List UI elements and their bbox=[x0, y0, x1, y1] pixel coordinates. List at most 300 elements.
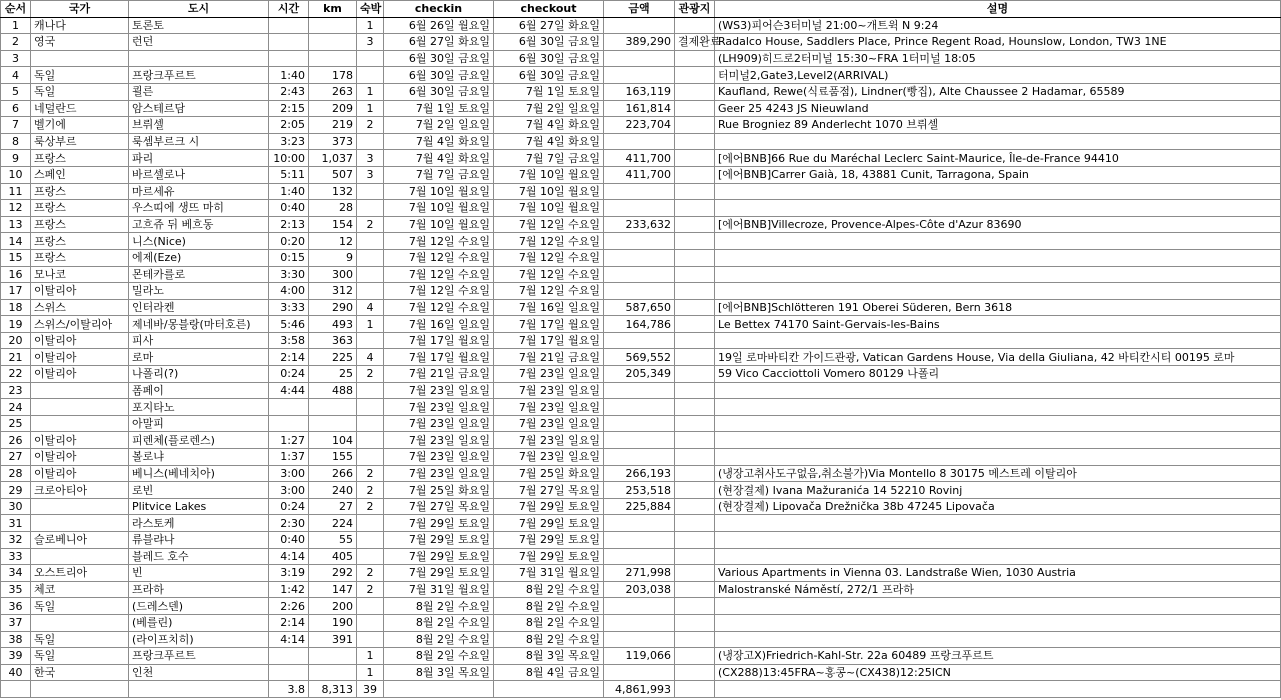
cell-nights[interactable] bbox=[357, 515, 384, 532]
cell-country[interactable]: 이탈리아 bbox=[31, 449, 129, 466]
cell-city[interactable]: 베니스(베네치아) bbox=[129, 465, 269, 482]
cell-city[interactable]: 빈 bbox=[129, 565, 269, 582]
cell-country[interactable]: 프랑스 bbox=[31, 249, 129, 266]
cell-checkin[interactable]: 7월 16일 일요일 bbox=[384, 316, 494, 333]
cell-time[interactable]: 2:14 bbox=[269, 614, 309, 631]
cell-country[interactable] bbox=[31, 399, 129, 416]
cell-attraction[interactable] bbox=[675, 50, 715, 67]
cell-city[interactable]: 프라하 bbox=[129, 581, 269, 598]
cell-attraction[interactable] bbox=[675, 299, 715, 316]
cell-city[interactable]: 마르세유 bbox=[129, 183, 269, 200]
cell-km[interactable]: 373 bbox=[309, 133, 357, 150]
cell-country[interactable]: 프랑스 bbox=[31, 150, 129, 167]
cell-time[interactable]: 2:30 bbox=[269, 515, 309, 532]
cell-nights[interactable] bbox=[357, 133, 384, 150]
cell-km[interactable]: 27 bbox=[309, 498, 357, 515]
cell-order[interactable]: 20 bbox=[1, 332, 31, 349]
cell-checkout[interactable]: 7월 12일 수요일 bbox=[494, 233, 604, 250]
cell-nights[interactable]: 1 bbox=[357, 83, 384, 100]
cell-city[interactable]: 볼로냐 bbox=[129, 449, 269, 466]
cell-amount[interactable] bbox=[604, 133, 675, 150]
cell-country[interactable] bbox=[31, 515, 129, 532]
cell-amount[interactable] bbox=[604, 17, 675, 34]
cell-checkin[interactable]: 7월 27일 목요일 bbox=[384, 498, 494, 515]
cell-time[interactable]: 1:27 bbox=[269, 432, 309, 449]
cell-checkin[interactable]: 7월 23일 일요일 bbox=[384, 449, 494, 466]
cell-checkout[interactable]: 7월 7일 금요일 bbox=[494, 150, 604, 167]
cell-description[interactable] bbox=[715, 399, 1281, 416]
cell-description[interactable] bbox=[715, 598, 1281, 615]
cell-time[interactable]: 2:05 bbox=[269, 117, 309, 134]
cell-city[interactable]: 블레드 호수 bbox=[129, 548, 269, 565]
cell-nights[interactable]: 3 bbox=[357, 150, 384, 167]
cell-checkin[interactable]: 6월 27일 화요일 bbox=[384, 34, 494, 51]
cell-time[interactable]: 1:37 bbox=[269, 449, 309, 466]
cell-order[interactable]: 26 bbox=[1, 432, 31, 449]
cell-amount[interactable]: 163,119 bbox=[604, 83, 675, 100]
cell-km[interactable]: 225 bbox=[309, 349, 357, 366]
cell-attraction[interactable] bbox=[675, 283, 715, 300]
cell-city[interactable]: 파리 bbox=[129, 150, 269, 167]
cell-description[interactable]: (CX288)13:45FRA~홍콩~(CX438)12:25ICN bbox=[715, 664, 1281, 681]
column-header-description[interactable]: 설명 bbox=[715, 1, 1281, 18]
cell-city[interactable]: 포지타노 bbox=[129, 399, 269, 416]
cell-amount[interactable]: 411,700 bbox=[604, 150, 675, 167]
cell-time[interactable]: 0:40 bbox=[269, 532, 309, 549]
cell-checkout[interactable]: 6월 30일 금요일 bbox=[494, 67, 604, 84]
cell-city[interactable]: (라이프치히) bbox=[129, 631, 269, 648]
cell-order[interactable]: 35 bbox=[1, 581, 31, 598]
cell-nights[interactable]: 1 bbox=[357, 316, 384, 333]
total-cell-city[interactable] bbox=[129, 681, 269, 698]
cell-attraction[interactable] bbox=[675, 565, 715, 582]
cell-country[interactable]: 독일 bbox=[31, 648, 129, 665]
cell-checkin[interactable]: 7월 23일 일요일 bbox=[384, 399, 494, 416]
cell-order[interactable]: 8 bbox=[1, 133, 31, 150]
cell-nights[interactable] bbox=[357, 233, 384, 250]
cell-description[interactable]: [에어BNB]Schlötteren 191 Oberei Süderen, Bern 3618 bbox=[715, 299, 1281, 316]
cell-description[interactable] bbox=[715, 382, 1281, 399]
cell-checkout[interactable]: 7월 23일 일요일 bbox=[494, 366, 604, 383]
cell-attraction[interactable] bbox=[675, 598, 715, 615]
cell-city[interactable]: 쾰른 bbox=[129, 83, 269, 100]
cell-time[interactable]: 0:20 bbox=[269, 233, 309, 250]
cell-description[interactable] bbox=[715, 631, 1281, 648]
cell-city[interactable]: 몬테카를로 bbox=[129, 266, 269, 283]
cell-nights[interactable] bbox=[357, 532, 384, 549]
cell-order[interactable]: 37 bbox=[1, 614, 31, 631]
cell-order[interactable]: 25 bbox=[1, 415, 31, 432]
cell-amount[interactable]: 266,193 bbox=[604, 465, 675, 482]
cell-km[interactable]: 25 bbox=[309, 366, 357, 383]
cell-checkout[interactable]: 7월 23일 일요일 bbox=[494, 449, 604, 466]
cell-attraction[interactable] bbox=[675, 648, 715, 665]
cell-description[interactable]: 터미널2,Gate3,Level2(ARRIVAL) bbox=[715, 67, 1281, 84]
cell-checkout[interactable]: 7월 23일 일요일 bbox=[494, 399, 604, 416]
cell-checkin[interactable]: 7월 10일 월요일 bbox=[384, 200, 494, 217]
cell-nights[interactable] bbox=[357, 283, 384, 300]
cell-description[interactable]: (현장결제) Lipovača Drežnička 38b 47245 Lipovača bbox=[715, 498, 1281, 515]
cell-city[interactable]: 피사 bbox=[129, 332, 269, 349]
cell-country[interactable]: 크로아티아 bbox=[31, 482, 129, 499]
cell-description[interactable]: Various Apartments in Vienna 03. Landstraße Wien, 1030 Austria bbox=[715, 565, 1281, 582]
cell-checkout[interactable]: 7월 17일 월요일 bbox=[494, 332, 604, 349]
cell-nights[interactable] bbox=[357, 67, 384, 84]
cell-time[interactable]: 0:15 bbox=[269, 249, 309, 266]
cell-amount[interactable] bbox=[604, 266, 675, 283]
cell-checkin[interactable]: 7월 2일 일요일 bbox=[384, 117, 494, 134]
cell-checkin[interactable]: 7월 17일 월요일 bbox=[384, 332, 494, 349]
cell-attraction[interactable] bbox=[675, 465, 715, 482]
cell-description[interactable]: [에어BNB]Carrer Gaià, 18, 43881 Cunit, Tarragona, Spain bbox=[715, 166, 1281, 183]
cell-description[interactable]: (LH909)히드로2터미널 15:30~FRA 1터미널 18:05 bbox=[715, 50, 1281, 67]
cell-km[interactable]: 55 bbox=[309, 532, 357, 549]
cell-km[interactable]: 312 bbox=[309, 283, 357, 300]
cell-country[interactable]: 독일 bbox=[31, 67, 129, 84]
total-cell-checkout[interactable] bbox=[494, 681, 604, 698]
cell-checkin[interactable]: 6월 30일 금요일 bbox=[384, 83, 494, 100]
cell-km[interactable]: 405 bbox=[309, 548, 357, 565]
cell-description[interactable] bbox=[715, 449, 1281, 466]
cell-time[interactable]: 1:40 bbox=[269, 183, 309, 200]
cell-time[interactable]: 2:43 bbox=[269, 83, 309, 100]
cell-checkout[interactable]: 7월 12일 수요일 bbox=[494, 266, 604, 283]
cell-amount[interactable] bbox=[604, 664, 675, 681]
cell-checkout[interactable]: 6월 30일 금요일 bbox=[494, 34, 604, 51]
cell-city[interactable]: 브뤼셀 bbox=[129, 117, 269, 134]
cell-checkout[interactable]: 8월 2일 수요일 bbox=[494, 581, 604, 598]
cell-checkout[interactable]: 7월 10일 월요일 bbox=[494, 183, 604, 200]
cell-attraction[interactable] bbox=[675, 100, 715, 117]
cell-nights[interactable]: 1 bbox=[357, 664, 384, 681]
cell-city[interactable]: 나폴리(?) bbox=[129, 366, 269, 383]
cell-description[interactable] bbox=[715, 532, 1281, 549]
cell-order[interactable]: 38 bbox=[1, 631, 31, 648]
cell-nights[interactable]: 1 bbox=[357, 648, 384, 665]
cell-time[interactable]: 3:58 bbox=[269, 332, 309, 349]
cell-city[interactable]: 로빈 bbox=[129, 482, 269, 499]
cell-amount[interactable] bbox=[604, 415, 675, 432]
total-cell-km[interactable]: 8,313 bbox=[309, 681, 357, 698]
cell-nights[interactable]: 3 bbox=[357, 166, 384, 183]
cell-checkin[interactable]: 8월 2일 수요일 bbox=[384, 648, 494, 665]
cell-checkin[interactable]: 8월 2일 수요일 bbox=[384, 614, 494, 631]
cell-description[interactable]: [에어BNB]66 Rue du Maréchal Leclerc Saint-Maurice, Île-de-France 94410 bbox=[715, 150, 1281, 167]
cell-amount[interactable]: 569,552 bbox=[604, 349, 675, 366]
cell-description[interactable]: [에어BNB]Villecroze, Provence-Alpes-Côte d'Azur 83690 bbox=[715, 216, 1281, 233]
cell-time[interactable]: 5:46 bbox=[269, 316, 309, 333]
cell-description[interactable] bbox=[715, 249, 1281, 266]
cell-order[interactable]: 13 bbox=[1, 216, 31, 233]
cell-km[interactable] bbox=[309, 648, 357, 665]
cell-order[interactable]: 33 bbox=[1, 548, 31, 565]
cell-amount[interactable]: 389,290 bbox=[604, 34, 675, 51]
cell-order[interactable]: 31 bbox=[1, 515, 31, 532]
cell-km[interactable]: 391 bbox=[309, 631, 357, 648]
cell-nights[interactable] bbox=[357, 449, 384, 466]
cell-attraction[interactable] bbox=[675, 399, 715, 416]
cell-checkin[interactable]: 7월 10일 월요일 bbox=[384, 216, 494, 233]
cell-attraction[interactable] bbox=[675, 166, 715, 183]
total-cell-time[interactable]: 3.8 bbox=[269, 681, 309, 698]
cell-description[interactable] bbox=[715, 183, 1281, 200]
cell-checkout[interactable]: 7월 1일 토요일 bbox=[494, 83, 604, 100]
cell-country[interactable] bbox=[31, 50, 129, 67]
cell-country[interactable]: 슬로베니아 bbox=[31, 532, 129, 549]
cell-checkin[interactable]: 8월 2일 수요일 bbox=[384, 598, 494, 615]
cell-checkin[interactable]: 6월 30일 금요일 bbox=[384, 50, 494, 67]
cell-order[interactable]: 16 bbox=[1, 266, 31, 283]
cell-description[interactable] bbox=[715, 515, 1281, 532]
cell-nights[interactable] bbox=[357, 432, 384, 449]
cell-km[interactable]: 292 bbox=[309, 565, 357, 582]
cell-nights[interactable] bbox=[357, 614, 384, 631]
cell-order[interactable]: 39 bbox=[1, 648, 31, 665]
cell-checkin[interactable]: 7월 23일 일요일 bbox=[384, 415, 494, 432]
cell-nights[interactable] bbox=[357, 183, 384, 200]
cell-checkin[interactable]: 7월 1일 토요일 bbox=[384, 100, 494, 117]
cell-city[interactable]: 토론토 bbox=[129, 17, 269, 34]
cell-country[interactable]: 네덜란드 bbox=[31, 100, 129, 117]
cell-time[interactable] bbox=[269, 50, 309, 67]
cell-nights[interactable]: 2 bbox=[357, 482, 384, 499]
cell-city[interactable]: (드레스덴) bbox=[129, 598, 269, 615]
cell-attraction[interactable]: 결제완료 bbox=[675, 34, 715, 51]
cell-time[interactable]: 3:19 bbox=[269, 565, 309, 582]
cell-order[interactable]: 10 bbox=[1, 166, 31, 183]
cell-attraction[interactable] bbox=[675, 183, 715, 200]
cell-km[interactable] bbox=[309, 399, 357, 416]
cell-country[interactable]: 오스트리아 bbox=[31, 565, 129, 582]
cell-time[interactable]: 10:00 bbox=[269, 150, 309, 167]
cell-amount[interactable]: 225,884 bbox=[604, 498, 675, 515]
cell-time[interactable] bbox=[269, 399, 309, 416]
cell-country[interactable]: 이탈리아 bbox=[31, 332, 129, 349]
cell-checkin[interactable]: 8월 2일 수요일 bbox=[384, 631, 494, 648]
cell-nights[interactable] bbox=[357, 200, 384, 217]
cell-checkin[interactable]: 6월 26일 월요일 bbox=[384, 17, 494, 34]
cell-checkout[interactable]: 7월 27일 목요일 bbox=[494, 482, 604, 499]
cell-time[interactable]: 0:40 bbox=[269, 200, 309, 217]
cell-description[interactable] bbox=[715, 233, 1281, 250]
cell-amount[interactable] bbox=[604, 631, 675, 648]
cell-city[interactable]: 룩셈부르크 시 bbox=[129, 133, 269, 150]
cell-checkin[interactable]: 7월 25일 화요일 bbox=[384, 482, 494, 499]
cell-checkout[interactable]: 6월 27일 화요일 bbox=[494, 17, 604, 34]
cell-city[interactable]: 인천 bbox=[129, 664, 269, 681]
cell-checkout[interactable]: 7월 17일 월요일 bbox=[494, 316, 604, 333]
cell-checkout[interactable]: 6월 30일 금요일 bbox=[494, 50, 604, 67]
cell-amount[interactable] bbox=[604, 432, 675, 449]
cell-attraction[interactable] bbox=[675, 233, 715, 250]
cell-amount[interactable]: 587,650 bbox=[604, 299, 675, 316]
cell-description[interactable] bbox=[715, 200, 1281, 217]
cell-description[interactable] bbox=[715, 283, 1281, 300]
cell-attraction[interactable] bbox=[675, 133, 715, 150]
total-cell-amount[interactable]: 4,861,993 bbox=[604, 681, 675, 698]
cell-attraction[interactable] bbox=[675, 614, 715, 631]
cell-time[interactable]: 4:14 bbox=[269, 548, 309, 565]
cell-checkout[interactable]: 7월 31일 월요일 bbox=[494, 565, 604, 582]
cell-order[interactable]: 1 bbox=[1, 17, 31, 34]
cell-attraction[interactable] bbox=[675, 349, 715, 366]
cell-amount[interactable] bbox=[604, 50, 675, 67]
cell-checkout[interactable]: 7월 23일 일요일 bbox=[494, 415, 604, 432]
cell-order[interactable]: 29 bbox=[1, 482, 31, 499]
cell-attraction[interactable] bbox=[675, 67, 715, 84]
cell-description[interactable] bbox=[715, 614, 1281, 631]
cell-km[interactable]: 28 bbox=[309, 200, 357, 217]
cell-country[interactable] bbox=[31, 614, 129, 631]
cell-attraction[interactable] bbox=[675, 449, 715, 466]
cell-amount[interactable]: 411,700 bbox=[604, 166, 675, 183]
cell-amount[interactable]: 253,518 bbox=[604, 482, 675, 499]
cell-checkout[interactable]: 7월 25일 화요일 bbox=[494, 465, 604, 482]
cell-description[interactable]: Malostranské Náměstí, 272/1 프라하 bbox=[715, 581, 1281, 598]
cell-nights[interactable] bbox=[357, 415, 384, 432]
total-cell-attraction[interactable] bbox=[675, 681, 715, 698]
cell-km[interactable]: 9 bbox=[309, 249, 357, 266]
cell-attraction[interactable] bbox=[675, 581, 715, 598]
column-header-checkout[interactable]: checkout bbox=[494, 1, 604, 18]
cell-amount[interactable]: 223,704 bbox=[604, 117, 675, 134]
cell-description[interactable]: (냉장고X)Friedrich-Kahl-Str. 22a 60489 프랑크푸르트 bbox=[715, 648, 1281, 665]
cell-time[interactable]: 4:14 bbox=[269, 631, 309, 648]
column-header-time[interactable]: 시간 bbox=[269, 1, 309, 18]
cell-attraction[interactable] bbox=[675, 548, 715, 565]
cell-order[interactable]: 15 bbox=[1, 249, 31, 266]
cell-amount[interactable] bbox=[604, 249, 675, 266]
cell-time[interactable]: 4:44 bbox=[269, 382, 309, 399]
cell-amount[interactable]: 205,349 bbox=[604, 366, 675, 383]
cell-km[interactable]: 190 bbox=[309, 614, 357, 631]
cell-country[interactable]: 이탈리아 bbox=[31, 432, 129, 449]
cell-country[interactable]: 프랑스 bbox=[31, 216, 129, 233]
cell-description[interactable]: Radalco House, Saddlers Place, Prince Regent Road, Hounslow, London, TW3 1NE bbox=[715, 34, 1281, 51]
cell-order[interactable]: 32 bbox=[1, 532, 31, 549]
cell-order[interactable]: 28 bbox=[1, 465, 31, 482]
column-header-attraction[interactable]: 관광지 bbox=[675, 1, 715, 18]
cell-description[interactable]: 59 Vico Cacciottoli Vomero 80129 나폴리 bbox=[715, 366, 1281, 383]
cell-city[interactable]: Plitvice Lakes bbox=[129, 498, 269, 515]
cell-km[interactable] bbox=[309, 415, 357, 432]
column-header-checkin[interactable]: checkin bbox=[384, 1, 494, 18]
cell-checkin[interactable]: 7월 29일 토요일 bbox=[384, 532, 494, 549]
cell-km[interactable] bbox=[309, 664, 357, 681]
cell-amount[interactable]: 233,632 bbox=[604, 216, 675, 233]
cell-time[interactable]: 3:30 bbox=[269, 266, 309, 283]
cell-km[interactable]: 155 bbox=[309, 449, 357, 466]
cell-nights[interactable]: 2 bbox=[357, 581, 384, 598]
cell-nights[interactable] bbox=[357, 266, 384, 283]
cell-checkin[interactable]: 7월 21일 금요일 bbox=[384, 366, 494, 383]
cell-country[interactable]: 영국 bbox=[31, 34, 129, 51]
total-cell-country[interactable] bbox=[31, 681, 129, 698]
cell-order[interactable]: 21 bbox=[1, 349, 31, 366]
cell-checkin[interactable]: 7월 29일 토요일 bbox=[384, 548, 494, 565]
cell-nights[interactable]: 2 bbox=[357, 498, 384, 515]
cell-order[interactable]: 40 bbox=[1, 664, 31, 681]
cell-city[interactable]: 폼페이 bbox=[129, 382, 269, 399]
cell-order[interactable]: 18 bbox=[1, 299, 31, 316]
cell-country[interactable]: 모나코 bbox=[31, 266, 129, 283]
cell-time[interactable]: 1:40 bbox=[269, 67, 309, 84]
cell-nights[interactable]: 4 bbox=[357, 299, 384, 316]
cell-checkout[interactable]: 7월 16일 일요일 bbox=[494, 299, 604, 316]
cell-amount[interactable] bbox=[604, 515, 675, 532]
cell-description[interactable]: Geer 25 4243 JS Nieuwland bbox=[715, 100, 1281, 117]
cell-city[interactable]: 고흐쥬 뒤 베흐동 bbox=[129, 216, 269, 233]
cell-attraction[interactable] bbox=[675, 432, 715, 449]
cell-order[interactable]: 36 bbox=[1, 598, 31, 615]
cell-checkout[interactable]: 7월 12일 수요일 bbox=[494, 249, 604, 266]
cell-attraction[interactable] bbox=[675, 249, 715, 266]
cell-nights[interactable]: 2 bbox=[357, 465, 384, 482]
cell-time[interactable]: 2:26 bbox=[269, 598, 309, 615]
cell-checkout[interactable]: 7월 29일 토요일 bbox=[494, 498, 604, 515]
cell-order[interactable]: 2 bbox=[1, 34, 31, 51]
cell-time[interactable]: 2:13 bbox=[269, 216, 309, 233]
cell-city[interactable]: 바르셀로나 bbox=[129, 166, 269, 183]
cell-attraction[interactable] bbox=[675, 366, 715, 383]
cell-nights[interactable]: 1 bbox=[357, 100, 384, 117]
cell-amount[interactable] bbox=[604, 332, 675, 349]
cell-description[interactable] bbox=[715, 548, 1281, 565]
cell-city[interactable]: 인터라켄 bbox=[129, 299, 269, 316]
cell-description[interactable]: Le Bettex 74170 Saint-Gervais-les-Bains bbox=[715, 316, 1281, 333]
cell-checkin[interactable]: 7월 12일 수요일 bbox=[384, 283, 494, 300]
cell-time[interactable]: 4:00 bbox=[269, 283, 309, 300]
cell-nights[interactable] bbox=[357, 631, 384, 648]
cell-city[interactable]: 우스띠에 생뜨 마히 bbox=[129, 200, 269, 217]
cell-amount[interactable] bbox=[604, 183, 675, 200]
cell-checkin[interactable]: 7월 7일 금요일 bbox=[384, 166, 494, 183]
cell-nights[interactable]: 2 bbox=[357, 216, 384, 233]
cell-amount[interactable]: 271,998 bbox=[604, 565, 675, 582]
cell-checkin[interactable]: 7월 23일 일요일 bbox=[384, 432, 494, 449]
cell-km[interactable]: 240 bbox=[309, 482, 357, 499]
cell-checkin[interactable]: 7월 29일 토요일 bbox=[384, 515, 494, 532]
cell-km[interactable]: 507 bbox=[309, 166, 357, 183]
cell-km[interactable]: 178 bbox=[309, 67, 357, 84]
cell-amount[interactable] bbox=[604, 382, 675, 399]
cell-checkout[interactable]: 7월 10일 월요일 bbox=[494, 200, 604, 217]
cell-km[interactable]: 488 bbox=[309, 382, 357, 399]
cell-nights[interactable]: 2 bbox=[357, 117, 384, 134]
total-cell-checkin[interactable] bbox=[384, 681, 494, 698]
cell-country[interactable]: 독일 bbox=[31, 631, 129, 648]
cell-city[interactable]: (베를린) bbox=[129, 614, 269, 631]
cell-amount[interactable]: 119,066 bbox=[604, 648, 675, 665]
cell-nights[interactable] bbox=[357, 382, 384, 399]
cell-checkout[interactable]: 8월 2일 수요일 bbox=[494, 614, 604, 631]
cell-checkin[interactable]: 7월 31일 월요일 bbox=[384, 581, 494, 598]
cell-country[interactable]: 스위스/이탈리아 bbox=[31, 316, 129, 333]
cell-country[interactable]: 프랑스 bbox=[31, 200, 129, 217]
cell-city[interactable]: 암스테르담 bbox=[129, 100, 269, 117]
cell-city[interactable]: 로마 bbox=[129, 349, 269, 366]
cell-time[interactable]: 0:24 bbox=[269, 366, 309, 383]
cell-description[interactable]: 19일 로마바티칸 가이드관광, Vatican Gardens House, Via della Giuliana, 42 바티칸시티 00195 로마 bbox=[715, 349, 1281, 366]
cell-km[interactable]: 12 bbox=[309, 233, 357, 250]
cell-city[interactable]: 제네바/몽블랑(마터호른) bbox=[129, 316, 269, 333]
cell-checkout[interactable]: 7월 29일 토요일 bbox=[494, 532, 604, 549]
column-header-amount[interactable]: 금액 bbox=[604, 1, 675, 18]
cell-amount[interactable] bbox=[604, 449, 675, 466]
cell-city[interactable] bbox=[129, 50, 269, 67]
total-cell-order[interactable] bbox=[1, 681, 31, 698]
cell-km[interactable]: 200 bbox=[309, 598, 357, 615]
